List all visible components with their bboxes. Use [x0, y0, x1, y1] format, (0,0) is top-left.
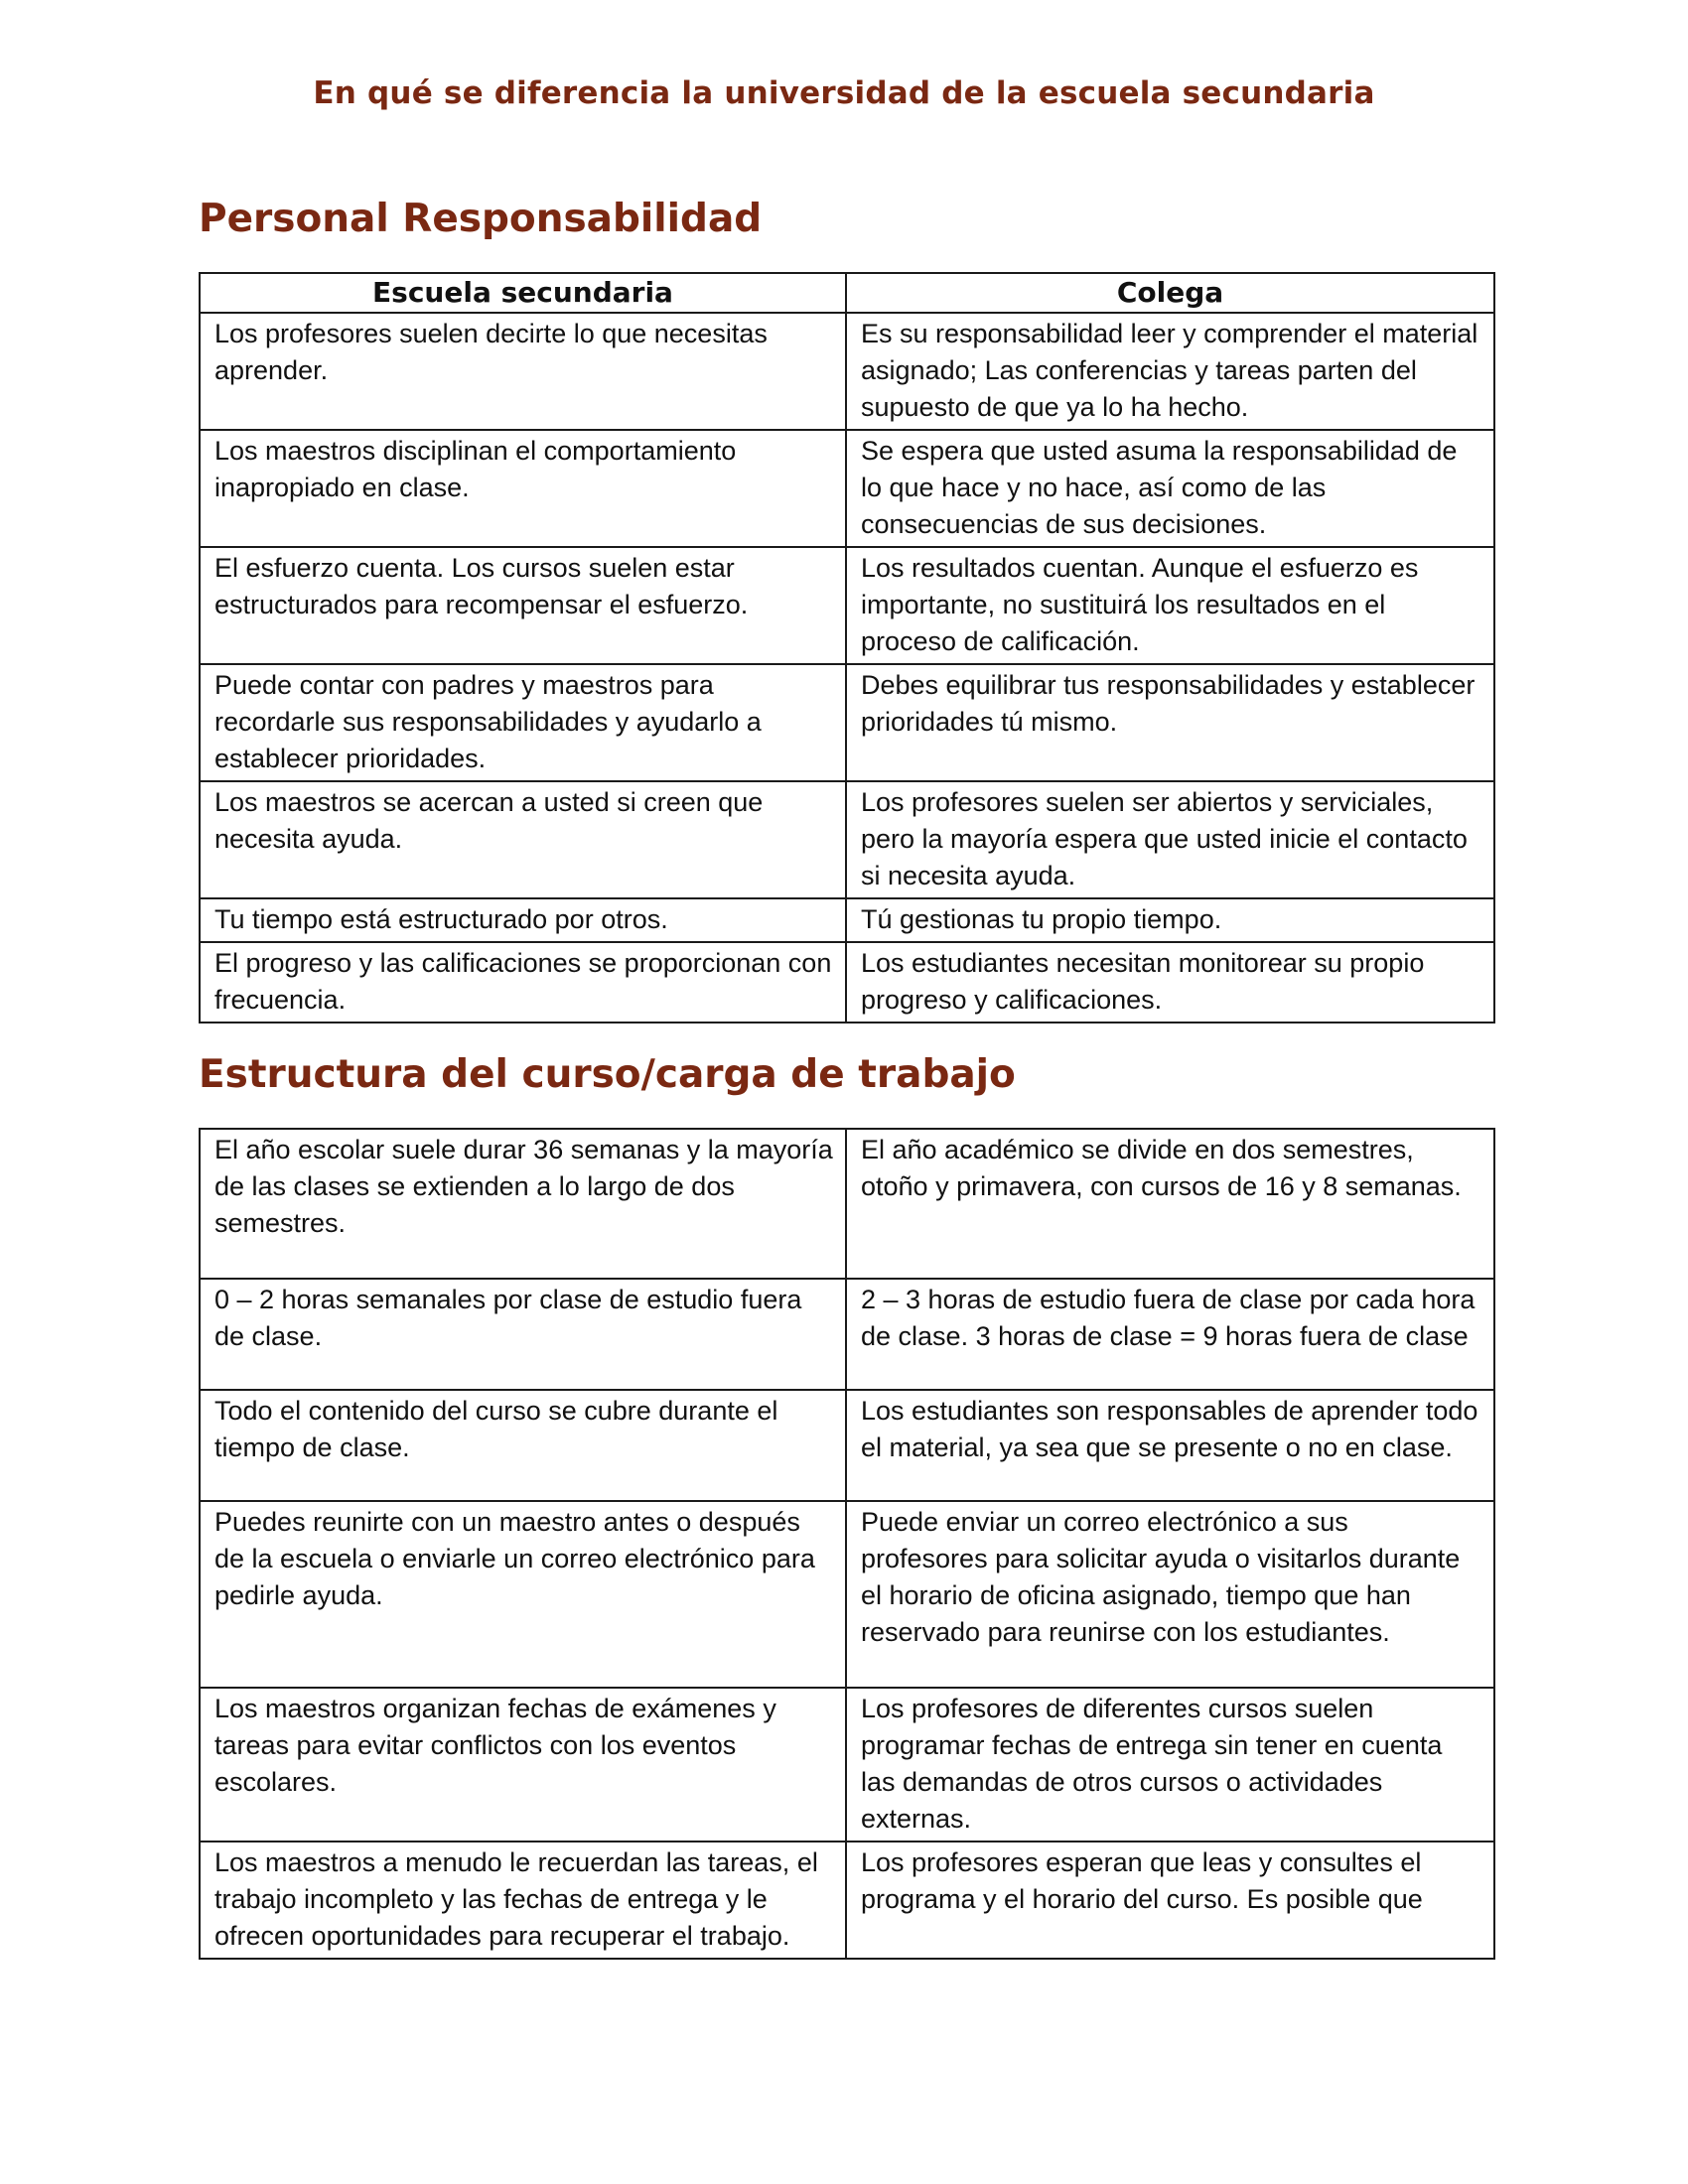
high-school-cell: Los maestros organizan fechas de exámenes y tareas para evitar conflictos con los eventos escolares. [200, 1688, 846, 1842]
table-row [200, 1390, 1494, 1501]
college-cell: Los profesores esperan que leas y consultes el programa y el horario del curso. Es posible que [846, 1842, 1494, 1959]
college-cell: Los estudiantes necesitan monitorear su propio progreso y calificaciones. [846, 942, 1494, 1023]
table-row [200, 1842, 1494, 1959]
high-school-cell: 0 – 2 horas semanales por clase de estudio fuera de clase. [200, 1279, 846, 1390]
college-cell: Puede enviar un correo electrónico a sus profesores para solicitar ayuda o visitarlos durante el horario de oficina asignado, tiempo que han reservado para reunirse con los estudiantes. [846, 1501, 1494, 1688]
high-school-cell: Puede contar con padres y maestros para recordarle sus responsabilidades y ayudarlo a establecer prioridades. [200, 664, 846, 781]
section-heading-personal-responsibility: Personal Responsabilidad [199, 197, 763, 241]
table-header-row [200, 273, 1494, 313]
table-row [200, 1688, 1494, 1842]
table-row [200, 547, 1494, 664]
high-school-cell: Todo el contenido del curso se cubre durante el tiempo de clase. [200, 1390, 846, 1501]
high-school-cell: Los maestros disciplinan el comportamiento inapropiado en clase. [200, 430, 846, 547]
table-row [200, 1501, 1494, 1688]
high-school-cell: Puedes reunirte con un maestro antes o después de la escuela o enviarle un correo electrónico para pedirle ayuda. [200, 1501, 846, 1688]
table-row [200, 1279, 1494, 1390]
college-cell: El año académico se divide en dos semestres, otoño y primavera, con cursos de 16 y 8 semanas. [846, 1129, 1494, 1279]
college-cell: Se espera que usted asuma la responsabilidad de lo que hace y no hace, así como de las consecuencias de sus decisiones. [846, 430, 1494, 547]
table-row [200, 942, 1494, 1023]
high-school-cell: Los maestros se acercan a usted si creen que necesita ayuda. [200, 781, 846, 898]
column-header-college: Colega [846, 273, 1494, 313]
college-cell: Los profesores suelen ser abiertos y serviciales, pero la mayoría espera que usted inicie el contacto si necesita ayuda. [846, 781, 1494, 898]
college-cell: Los estudiantes son responsables de aprender todo el material, ya sea que se presente o no en clase. [846, 1390, 1494, 1501]
course-structure-table [199, 1128, 1495, 1960]
personal-responsibility-table [199, 272, 1495, 1024]
high-school-cell: Los maestros a menudo le recuerdan las tareas, el trabajo incompleto y las fechas de entrega y le ofrecen oportunidades para recuperar el trabajo. [200, 1842, 846, 1959]
high-school-cell: Tu tiempo está estructurado por otros. [200, 898, 846, 942]
section-heading-course-structure: Estructura del curso/carga de trabajo [199, 1052, 1016, 1097]
high-school-cell: El progreso y las calificaciones se proporcionan con frecuencia. [200, 942, 846, 1023]
table-row [200, 430, 1494, 547]
college-cell: 2 – 3 horas de estudio fuera de clase por cada hora de clase. 3 horas de clase = 9 horas fuera de clase [846, 1279, 1494, 1390]
table-row [200, 781, 1494, 898]
college-cell: Es su responsabilidad leer y comprender el material asignado; Las conferencias y tareas parten del supuesto de que ya lo ha hecho. [846, 313, 1494, 430]
column-header-high-school: Escuela secundaria [200, 273, 846, 313]
table-row [200, 664, 1494, 781]
high-school-cell: El año escolar suele durar 36 semanas y la mayoría de las clases se extienden a lo largo de dos semestres. [200, 1129, 846, 1279]
table-row [200, 1129, 1494, 1279]
college-cell: Los profesores de diferentes cursos suelen programar fechas de entrega sin tener en cuenta las demandas de otros cursos o actividades externas. [846, 1688, 1494, 1842]
table-row [200, 313, 1494, 430]
document-title: En qué se diferencia la universidad de la escuela secundaria [313, 75, 1375, 111]
table-row [200, 898, 1494, 942]
high-school-cell: El esfuerzo cuenta. Los cursos suelen estar estructurados para recompensar el esfuerzo. [200, 547, 846, 664]
college-cell: Debes equilibrar tus responsabilidades y establecer prioridades tú mismo. [846, 664, 1494, 781]
high-school-cell: Los profesores suelen decirte lo que necesitas aprender. [200, 313, 846, 430]
college-cell: Tú gestionas tu propio tiempo. [846, 898, 1494, 942]
college-cell: Los resultados cuentan. Aunque el esfuerzo es importante, no sustituirá los resultados en el proceso de calificación. [846, 547, 1494, 664]
